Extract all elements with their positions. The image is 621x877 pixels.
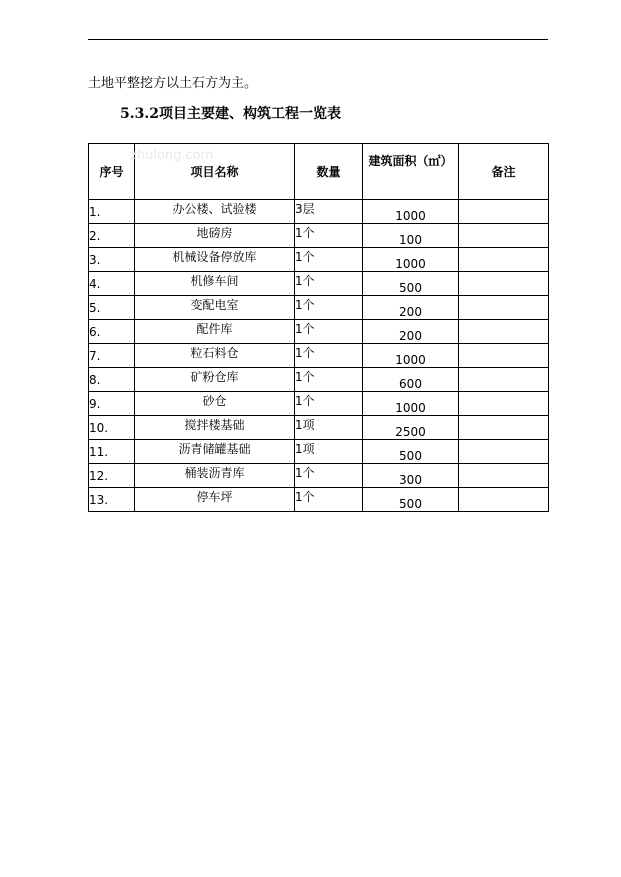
cell-area: 500 [363, 488, 459, 512]
cell-note [459, 200, 549, 224]
cell-qty: 1个 [295, 272, 363, 296]
intro-paragraph: 土地平整挖方以土石方为主。 [88, 76, 258, 91]
cell-no: 8. [89, 368, 135, 392]
cell-qty: 1个 [295, 368, 363, 392]
table-row [89, 320, 549, 344]
cell-no: 12. [89, 464, 135, 488]
cell-no: 9. [89, 392, 135, 416]
table-row [89, 344, 549, 368]
cell-note [459, 344, 549, 368]
cell-qty: 1个 [295, 296, 363, 320]
cell-note [459, 440, 549, 464]
cell-name: 配件库 [135, 320, 295, 344]
cell-area: 300 [363, 464, 459, 488]
table-row [89, 464, 549, 488]
cell-no: 3. [89, 248, 135, 272]
cell-area: 1000 [363, 200, 459, 224]
header-rule [88, 39, 548, 40]
cell-area: 500 [363, 272, 459, 296]
header-note: 备注 [459, 144, 549, 200]
cell-area: 1000 [363, 344, 459, 368]
cell-name: 粒石料仓 [135, 344, 295, 368]
cell-no: 10. [89, 416, 135, 440]
table-row [89, 368, 549, 392]
table-row [89, 224, 549, 248]
cell-note [459, 296, 549, 320]
cell-qty: 1个 [295, 248, 363, 272]
cell-qty: 1项 [295, 416, 363, 440]
buildings-table [88, 143, 549, 512]
cell-qty: 1个 [295, 488, 363, 512]
table-row [89, 248, 549, 272]
cell-note [459, 488, 549, 512]
cell-name: 机械设备停放库 [135, 248, 295, 272]
cell-qty: 1项 [295, 440, 363, 464]
table-row [89, 488, 549, 512]
header-area: 建筑面积（㎡） [363, 144, 459, 200]
cell-name: 机修车间 [135, 272, 295, 296]
table-row [89, 296, 549, 320]
cell-note [459, 272, 549, 296]
cell-no: 6. [89, 320, 135, 344]
cell-area: 200 [363, 320, 459, 344]
table-row [89, 416, 549, 440]
table-row [89, 440, 549, 464]
cell-area: 500 [363, 440, 459, 464]
cell-name: 沥青储罐基础 [135, 440, 295, 464]
cell-name: 搅拌楼基础 [135, 416, 295, 440]
cell-area: 200 [363, 296, 459, 320]
cell-no: 7. [89, 344, 135, 368]
cell-note [459, 416, 549, 440]
header-name: 项目名称 [135, 144, 295, 200]
table-row [89, 272, 549, 296]
cell-no: 13. [89, 488, 135, 512]
cell-no: 2. [89, 224, 135, 248]
cell-note [459, 368, 549, 392]
cell-area: 100 [363, 224, 459, 248]
header-qty: 数量 [295, 144, 363, 200]
cell-note [459, 224, 549, 248]
cell-name: 矿粉仓库 [135, 368, 295, 392]
cell-name: 地磅房 [135, 224, 295, 248]
cell-qty: 1个 [295, 320, 363, 344]
cell-note [459, 248, 549, 272]
cell-area: 2500 [363, 416, 459, 440]
cell-area: 600 [363, 368, 459, 392]
cell-area: 1000 [363, 248, 459, 272]
cell-qty: 3层 [295, 200, 363, 224]
cell-note [459, 392, 549, 416]
cell-area: 1000 [363, 392, 459, 416]
cell-note [459, 464, 549, 488]
cell-name: 办公楼、试验楼 [135, 200, 295, 224]
cell-qty: 1个 [295, 464, 363, 488]
cell-no: 11. [89, 440, 135, 464]
cell-name: 桶装沥青库 [135, 464, 295, 488]
cell-no: 1. [89, 200, 135, 224]
cell-note [459, 320, 549, 344]
section-heading: 5.3.2项目主要建、构筑工程一览表 [120, 106, 341, 122]
table-row [89, 392, 549, 416]
cell-name: 砂仓 [135, 392, 295, 416]
cell-no: 5. [89, 296, 135, 320]
cell-no: 4. [89, 272, 135, 296]
cell-name: 停车坪 [135, 488, 295, 512]
watermark-text: zhulong.com [130, 148, 214, 163]
header-no: 序号 [89, 144, 135, 200]
cell-qty: 1个 [295, 392, 363, 416]
cell-qty: 1个 [295, 344, 363, 368]
cell-name: 变配电室 [135, 296, 295, 320]
cell-qty: 1个 [295, 224, 363, 248]
table-row [89, 200, 549, 224]
